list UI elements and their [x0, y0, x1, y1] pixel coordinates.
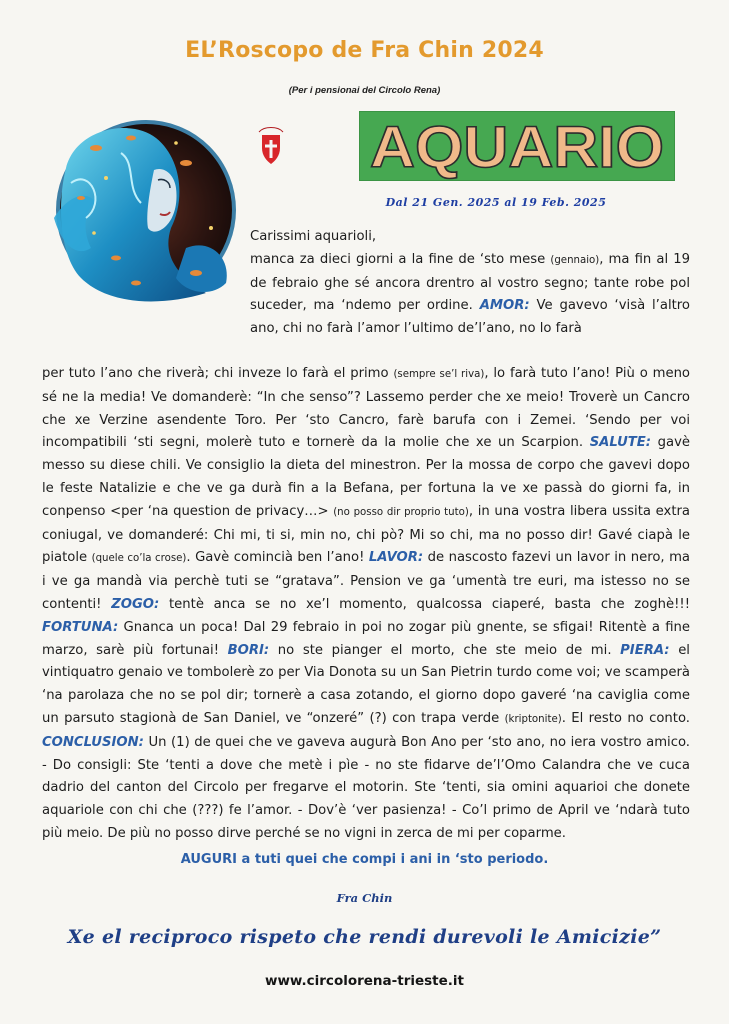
keyword-bori: BORI:	[227, 642, 270, 658]
aside-note: (sempre se’l riva)	[393, 369, 485, 380]
text-span: , in una vostra libera ussita extra coniugal, ve domanderé: Chi mi, ti si, min no, chi pò? Mi so chi, ma no posso dir! Gavé ciapà le piatole	[42, 503, 690, 566]
closing-quote: Xe el reciproco rispeto che rendi durevoli le Amicizie”	[67, 926, 662, 948]
aside-note: (kriptonite)	[504, 713, 562, 725]
keyword-conclusion: CONCLUSION:	[42, 734, 144, 750]
text-span: gavè messo su diese chili. Ve consiglio la dieta del minestron. Per la mossa de corpo che gavevi dopo le feste Natalizie e che ve ga durà fin a la Befana, per fortuna la ve xe passà do giorni fa, in conpenso <per ‘na question de privacy…>	[42, 435, 691, 519]
aside-note: (quele co’la crose)	[91, 553, 187, 565]
text-span: Gnanca un poca! Dal 29 febraio in poi no zogar più gnente, se sfigai! Ritentè a fine marzo, sarè più fortunai!	[42, 619, 690, 658]
keyword-zogo: ZOGO:	[111, 596, 160, 612]
text-span: , lo farà tuto l’ano! Più o meno sé ne la media! Ve domanderè: “In che senso”? Lassemo perder che xe meio! Troverè un Cancro che xe Verzine asendente Toro. Per ‘sto Cancro, farè barufa con i Zemei. ‘Sendo per voi incompatibili ‘sti segni, molerè tuto e tornerè da la molie che xe un Scarpion.	[42, 366, 690, 451]
text-span: per tuto l’ano che riverà; chi inveze lo farà el primo	[42, 366, 394, 381]
keyword-piera: PIERA:	[620, 642, 670, 658]
aside-note: (no posso dir proprio tuto)	[333, 506, 469, 518]
text-span: manca za dieci giorni a la fine de ‘sto mese	[250, 251, 551, 267]
circolo-rena-shield-icon	[256, 124, 286, 172]
text-span: , ma fin al 19 de febraio ghe sé ancora drentro al vostro segno; tante robe pol suceder, ma ‘ndemo per ordine.	[250, 251, 690, 314]
sign-banner	[359, 111, 675, 181]
greeting: Carissimi aquarioli,	[250, 229, 377, 244]
sign-banner-text: AQUARIO	[370, 115, 664, 180]
text-span: no ste pianger el morto, che ste meio de mi.	[269, 642, 621, 658]
aside-note: (gennaio)	[550, 254, 600, 266]
author-signature: Fra Chin	[336, 891, 393, 905]
page-subtitle: (Per i pensionai del Circolo Rena)	[288, 85, 441, 96]
text-span: Un (1) de quei che ve gaveva augurà Bon Ano per ‘sto ano, no iera vostro amico. - Do consigli: Ste ‘tenti a dove che metè i pìe - no ste fidarve de’l’Omo Calandra che ve cuca dadrio del canton del Circolo per fregarve el motorin. Ste ‘tenti, sia omini aquarioi che donete aquariole con chi che (???) fe l’amor. - Dov’è ‘ver pasienza! - Co’l primo de April ve ‘ndarà tuto più meio. De più no posso dirve perché se no vigni in zerca de mi per coparme.	[42, 734, 690, 841]
text-span: . Gavè comincià ben l’ano!	[186, 550, 369, 566]
date-range: Dal 21 Gen. 2025 al 19 Feb. 2025	[385, 196, 607, 209]
aquarius-woman-illustration	[36, 108, 244, 320]
keyword-lavor: LAVOR:	[368, 550, 424, 566]
page-title: EL’Roscopo de Fra Chin 2024	[185, 38, 544, 63]
website-link[interactable]: www.circolorena-trieste.it	[264, 973, 465, 989]
horoscope-body	[42, 363, 690, 846]
text-span: de nascosto fazevi un lavor in nero, ma i ve ga mandà via perchè tuti se “gratava”. Pension ve ga ‘umentà tre euri, ma istesso no se contenti!	[42, 550, 690, 612]
text-span: . El resto no conto.	[561, 710, 690, 726]
birthday-wishes: AUGURI a tuti quei che compi i ani in ‘sto periodo.	[180, 852, 549, 867]
text-span: Ve gavevo ‘visà l’altro ano, chi no farà l’amor l’ultimo de’l’ano, no lo farà	[250, 298, 690, 337]
text-span: tentè anca se no xe’l momento, qualcossa ciaperé, basta che zoghè!!!	[159, 596, 690, 612]
intro-paragraph	[250, 226, 690, 341]
keyword-salute: SALUTE:	[589, 435, 652, 451]
keyword-amor: AMOR:	[479, 298, 530, 314]
text-span: el vintiquatro genaio ve tombolerè zo per Via Donota su un San Pietrin turdo come voi; ve scamperà ‘na parolaza che no se pol dir; tornerè a casa zotando, el giorno dopo gaveré ‘na caviglia come un parsuto stagionà de San Daniel, ve “onzeré” (?) con trapa verde	[42, 642, 690, 726]
keyword-fortuna: FORTUNA:	[42, 619, 119, 635]
